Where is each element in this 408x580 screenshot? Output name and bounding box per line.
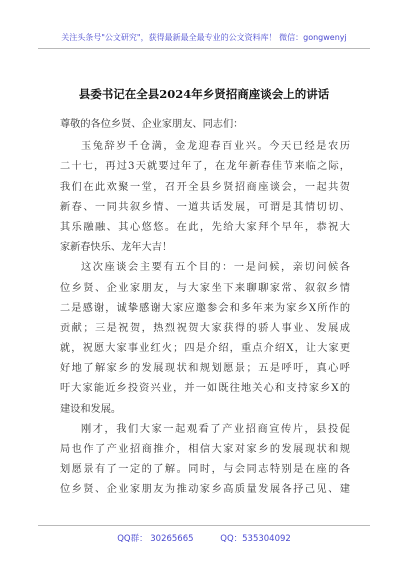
footer-contacts [0, 532, 408, 544]
text-line: 位乡贤、企业家朋友为推动家乡高质量发展各抒己见、建 [60, 484, 350, 496]
text-line: 其乐融融、其心悠悠。在此，先给大家拜个早年，恭祝大 [60, 221, 350, 233]
text-line: 就，祝愿大家事业红火；四是介绍，重点介绍X，让大家更 [60, 343, 350, 355]
header-divider [38, 48, 370, 49]
text-line: 二十七，再过3天就要过年了，在龙年新春佳节来临之际， [60, 161, 350, 173]
document-title: 县委书记在全县2024年乡贤招商座谈会上的讲话 [78, 87, 330, 101]
text-line: 贡献；三是祝贺，热烈祝贺大家获得的骄人事业、发展成 [60, 322, 350, 334]
text-line: 二是感谢，诚挚感谢大家应邀参会和多年来为家乡X所作的 [60, 302, 350, 314]
text-line: 好地了解家乡的发展现状和规划愿景；五是呼吁，真心呼 [60, 363, 350, 375]
text-line: 玉兔辞岁千仓满，金龙迎春百业兴。今天已经是农历 [81, 141, 350, 153]
text-line: 家新春快乐、龙年大吉！ [60, 242, 173, 254]
salutation: 尊敬的各位乡贤、企业家朋友、同志们： [60, 119, 244, 130]
text-line: 吁大家能近乡投资兴业，并一如既往地关心和支持家乡X的 [60, 383, 350, 395]
header-note: 关注头条号"公文研究"，获得最新最全最专业的公文资料库！ 微信：gongwenyj [61, 33, 347, 42]
document-body [60, 115, 350, 501]
paragraph-1 [60, 137, 350, 258]
text-line: 位乡贤、企业家朋友，与大家坐下来聊聊家常、叙叙乡情 [60, 282, 350, 294]
paragraph-3 [60, 420, 350, 501]
footer-qq-group: QQ群： 30265665 [117, 534, 194, 544]
text-line: 划愿景有了一定的了解。同时，与会同志特别是在座的各 [60, 464, 350, 476]
footer-qq: QQ：535304092 [220, 534, 291, 544]
text-line: 新春、一同共叙乡情、一道共话发展，可谓是其情切切、 [60, 201, 350, 213]
text-line: 这次座谈会主要有五个目的：一是问候，亲切问候各 [81, 262, 350, 274]
footer-divider [38, 525, 370, 526]
paragraph-2 [60, 258, 350, 420]
text-line: 局也作了产业招商推介，相信大家对家乡的发展现状和规 [60, 444, 350, 455]
text-line: 建设和发展。 [60, 403, 122, 415]
text-line: 我们在此欢聚一堂，召开全县乡贤招商座谈会，一起共贺 [60, 181, 350, 193]
text-line: 刚才，我们大家一起观看了产业招商宣传片，县投促 [81, 423, 350, 435]
